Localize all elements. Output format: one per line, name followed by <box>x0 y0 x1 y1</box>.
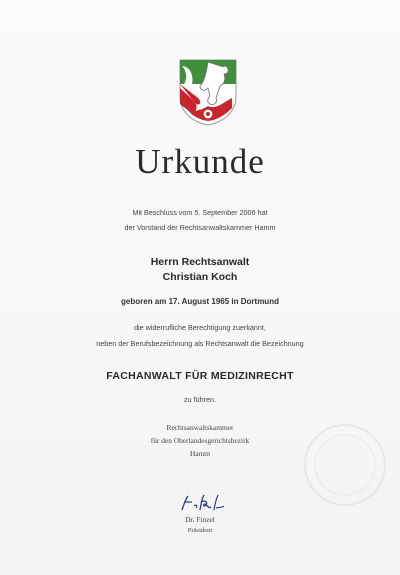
body-line-1: die widerrufliche Berechtigung zuerkannt, <box>134 323 266 332</box>
closing-line: zu führen. <box>184 395 216 404</box>
chamber-line-2: für den Oberlandesgerichtsbezirk <box>150 436 250 445</box>
certificate-title: Urkunde <box>135 142 265 181</box>
coat-of-arms-icon <box>178 58 238 126</box>
chamber-line-1: Rechtsanwaltskammer <box>166 423 234 432</box>
signatory-name: Dr. Finzel <box>185 515 215 524</box>
intro-line-2: der Vorstand der Rechtsanwaltskammer Hamm <box>124 223 276 232</box>
body-line-2: neben der Berufsbezeichnung als Rechtsanwalt die Bezeichnung <box>96 339 304 348</box>
recipient-name: Christian Koch <box>162 271 238 283</box>
recipient-title: Herrn Rechtsanwalt <box>150 256 250 268</box>
signatory-role: Präsident <box>187 527 213 534</box>
intro-line-1: Mit Beschluss vom 5. September 2006 hat <box>132 208 268 217</box>
birth-line: geboren am 17. August 1965 in Dortmund <box>121 297 279 306</box>
specialty-designation: FACHANWALT FÜR MEDIZINRECHT <box>106 370 294 382</box>
signature-icon <box>178 492 228 514</box>
embossed-seal-icon <box>300 420 390 510</box>
chamber-line-3: Hamm <box>189 449 211 458</box>
